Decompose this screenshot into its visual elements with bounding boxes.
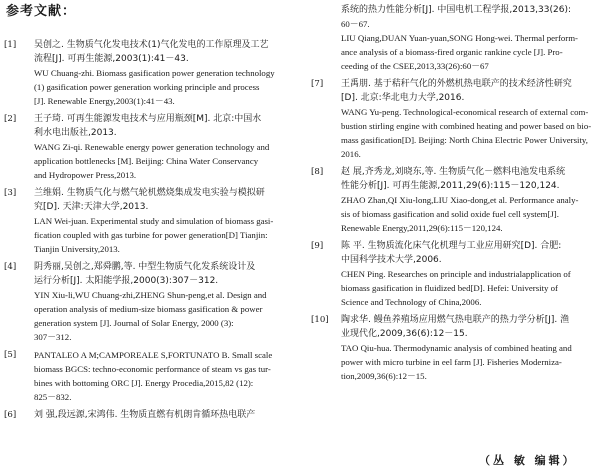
reference-line: LAN Wei-juan. Experimental study and simulation of biomass gasi-	[34, 216, 274, 226]
reference-line: sis of biomass gasification and solid oxide fuel cell system[J].	[341, 209, 559, 219]
reference-line: ceeding of the CSEE,2013,33(26):60－67	[341, 61, 489, 71]
reference-line: and Hydropower Press,2013.	[34, 170, 137, 180]
reference-line: 825－832.	[34, 392, 72, 402]
reference-entry	[311, 165, 600, 235]
reference-line: [D]. 北京:华北电力大学,2016.	[341, 93, 465, 103]
reference-number: [6]	[4, 410, 17, 420]
reference-line: 陈 平. 生物质流化床气化机理与工业应用研究[D]. 合肥:	[341, 241, 562, 251]
reference-line: 中国科学技术大学,2006.	[341, 255, 442, 265]
reference-text	[341, 239, 600, 309]
reference-number: [5]	[4, 350, 17, 360]
reference-line: PANTALEO A M;CAMPOREALE S,FORTUNATO B. Small scale	[34, 350, 273, 360]
reference-line: Renewable Energy,2011,29(6):115－120,124.	[341, 223, 503, 233]
reference-line: 运行分析[J]. 太阳能学报,2000(3):307－312.	[34, 276, 219, 286]
reference-line: ZHAO Zhan,QI Xiu-long,LIU Xiao-dong,et al. Performance analy-	[341, 195, 579, 205]
reference-number: [1]	[4, 40, 17, 50]
reference-line: 王禹朋. 基于秸秆气化的外燃机热电联产的技术经济性研究	[341, 79, 572, 89]
reference-line: operation analysis of medium-size biomass gasification & power	[34, 304, 263, 314]
reference-line: CHEN Ping. Researches on principle and industrialapplication of	[341, 269, 571, 279]
reference-number: [10]	[311, 315, 329, 325]
reference-number: [8]	[311, 167, 324, 177]
reference-line: 60－67.	[341, 19, 370, 29]
reference-line: fication coupled with gas turbine for power generation[D] Tianjin:	[34, 230, 268, 240]
reference-text	[34, 408, 299, 422]
reference-line: generation system [J]. Journal of Solar Energy, 2000 (3):	[34, 318, 234, 328]
reference-line: WANG Zi-qi. Renewable energy power generation technology and	[34, 142, 270, 152]
reference-line: WANG Yu-peng. Technological-economical research of external com-	[341, 107, 589, 117]
reference-line: 陶求华. 鳗鱼养殖场应用燃气热电联产的热力学分析[J]. 渔	[341, 315, 570, 325]
reference-line: 赵 展,齐秀龙,刘晓东,等. 生物质气化－燃料电池发电系统	[341, 167, 566, 177]
reference-line: 2016.	[341, 149, 361, 159]
reference-line: 307－312.	[34, 332, 72, 342]
reference-line: 流程[J]. 可再生能源,2003(1):41－43.	[34, 54, 189, 64]
reference-line: 吴创之. 生物质气化发电技术(1)气化发电的工作原理及工艺	[34, 40, 269, 50]
reference-entry	[4, 408, 299, 422]
reference-line: Tianjin University,2013.	[34, 244, 120, 254]
reference-line: bines with bottoming ORC [J]. Energy Procedia,2015,82 (12):	[34, 378, 254, 388]
reference-text	[341, 3, 600, 73]
reference-line: [J]. Renewable Energy,2003(1):41－43.	[34, 96, 175, 106]
reference-line: application bottlenecks [M]. Beijing: China Water Conservancy	[34, 156, 259, 166]
reference-line: Science and Technology of China,2006.	[341, 297, 482, 307]
reference-line: 王子琦. 可再生能源发电技术与应用瓶颈[M]. 北京:中国水	[34, 114, 262, 124]
reference-line: 系统的热力性能分析[J]. 中国电机工程学报,2013,33(26):	[341, 5, 571, 15]
editor-note: （丛 敏 编辑）	[479, 454, 577, 467]
reference-entry	[4, 186, 299, 256]
reference-line: 究[D]. 天津:天津大学,2013.	[34, 202, 149, 212]
reference-entry	[4, 260, 299, 344]
reference-entry	[311, 313, 600, 383]
reference-entry	[311, 3, 600, 73]
reference-line: tion,2009,36(6):12－15.	[341, 371, 427, 381]
reference-number: [9]	[311, 241, 324, 251]
reference-line: 刘 强,段远源,宋鸿伟. 生物质直燃有机朗肯循环热电联产	[34, 410, 256, 420]
reference-text	[34, 112, 299, 182]
reference-number: [2]	[4, 114, 17, 124]
reference-line: mass gasification[D]. Beijing: North China Electric Power University,	[341, 135, 588, 145]
reference-number: [7]	[311, 79, 324, 89]
reference-line: 性能分析[J]. 可再生能源,2011,29(6):115－120,124.	[341, 181, 560, 191]
reference-line: 业现代化,2009,36(6):12－15.	[341, 329, 468, 339]
reference-entry	[4, 112, 299, 182]
reference-line: biomass BGCS: techno-economic performance of steam vs gas tur-	[34, 364, 271, 374]
reference-line: 阴秀丽,吴创之,郑舜鹏,等. 中型生物质气化发系统设计及	[34, 262, 256, 272]
reference-text	[34, 38, 299, 108]
reference-line: TAO Qiu-hua. Thermodynamic analysis of combined heating and	[341, 343, 572, 353]
reference-number: [3]	[4, 188, 17, 198]
reference-entry	[311, 239, 600, 309]
reference-line: WU Chuang-zhi. Biomass gasification power generation technology	[34, 68, 275, 78]
reference-line: LIU Qiang,DUAN Yuan-yuan,SONG Hong-wei. Thermal perform-	[341, 33, 578, 43]
reference-text	[34, 186, 299, 256]
reference-line: bustion stirling engine with combined heating and power based on bio-	[341, 121, 592, 131]
reference-line: ance analysis of a biomass-fired organic rankine cycle [J]. Pro-	[341, 47, 563, 57]
references-heading: 参考文献：	[6, 4, 77, 19]
reference-line: 利水电出版社,2013.	[34, 128, 117, 138]
reference-number: [4]	[4, 262, 17, 272]
reference-line: (1) gasification power generation working principle and process	[34, 82, 260, 92]
reference-text	[341, 313, 600, 383]
reference-line: YIN Xiu-li,WU Chuang-zhi,ZHENG Shun-peng,et al. Design and	[34, 290, 267, 300]
reference-entry	[4, 348, 299, 404]
reference-entry	[4, 38, 299, 108]
reference-text	[34, 348, 299, 404]
reference-text	[341, 77, 600, 161]
reference-line: power with micro turbine in eel farm [J]. Fisheries Moderniza-	[341, 357, 562, 367]
reference-line: 兰维娟. 生物质气化与燃气轮机燃烧集成发电实验与模拟研	[34, 188, 265, 198]
reference-text	[34, 260, 299, 344]
reference-text	[341, 165, 600, 235]
reference-entry	[311, 77, 600, 161]
reference-line: biomass gasification in fluidized bed[D]. Hefei: University of	[341, 283, 558, 293]
